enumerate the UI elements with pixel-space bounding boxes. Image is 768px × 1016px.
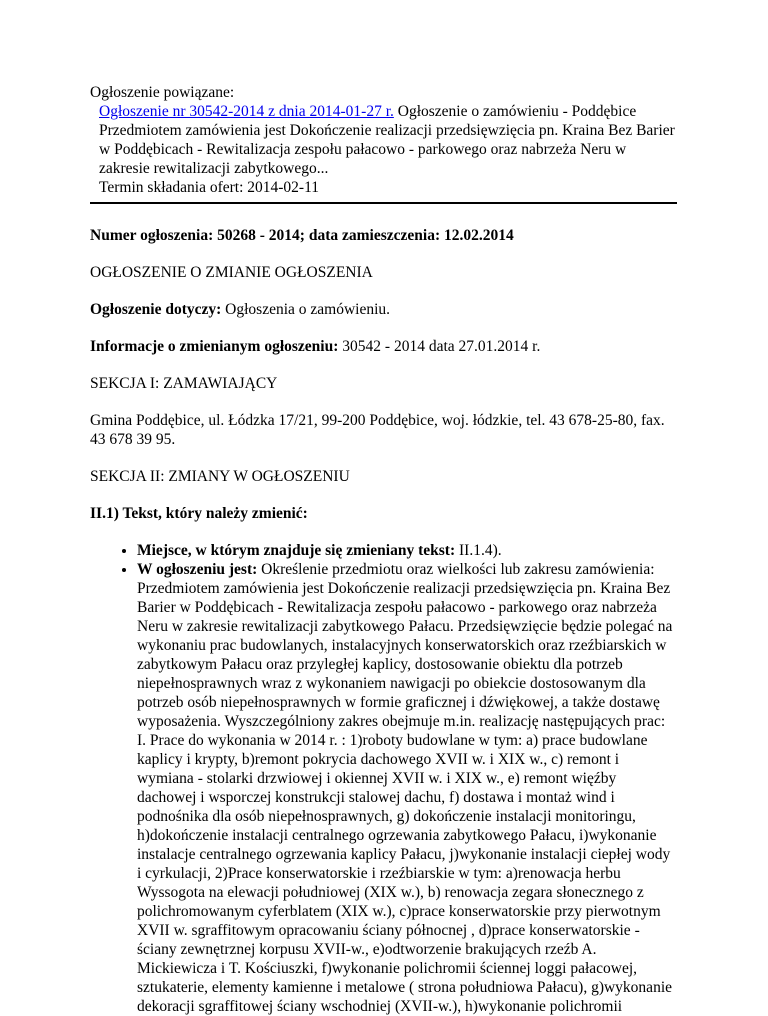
- notice-title: OGŁOSZENIE O ZMIANIE OGŁOSZENIA: [90, 264, 373, 281]
- list-item: [137, 560, 677, 1016]
- contracting-authority: Gmina Poddębice, ul. Łódzka 17/21, 99-200 Poddębice, woj. łódzkie, tel. 43 678-25-80, fax. 43 678 39 95.: [90, 412, 665, 448]
- related-notice-link[interactable]: Ogłoszenie nr 30542-2014 z dnia 2014-01-27 r.: [99, 103, 394, 120]
- notice-concerns: [90, 300, 677, 319]
- related-notice-block: [90, 83, 677, 197]
- section-2-title: SEKCJA II: ZMIANY W OGŁOSZENIU: [90, 468, 350, 485]
- subsection-title: II.1) Tekst, który należy zmienić:: [90, 505, 308, 522]
- location-label: Miejsce, w którym znajduje się zmieniany tekst:: [137, 542, 456, 559]
- current-text-value: Określenie przedmiotu oraz wielkości lub zakresu zamówienia: Przedmiotem zamówienia jest Dokończenie realizacji przedsięwzięcia pn. Kraina Bez Barier w Poddębicach - Rewitalizacja zespołu pałacowo - parkowego oraz nabrzeża Neru w zakresie rewitalizacji zabytkowego Pałacu. Przedsięwzięcie będzie polegać na wykonaniu prac budowlanych, instalacyjnych konserwatorskich oraz rzeźbiarskich w zabytkowym Pałacu oraz przyległej kaplicy, dostosowanie obiektu dla potrzeb niepełnosprawnych wraz z wykonaniem nawigacji po obiekcie dostosowanym dla potrzeb osób niepełnosprawnych w formie graficznej i dźwiękowej, a także dostawę wyposażenia. Wyszczególniony zakres obejmuje m.in. realizację następujących prac: I. Prace do wykonania w 2014 r. : 1)roboty budowlane w tym: a) prace budowlane kaplicy i krypty, b)remont pokrycia dachowego XVII w. i XIX w., c) remont i wymiana - stolarki drzwiowej i okiennej XVII w. i XIX w., e) remont więźby dachowej i wsporczej konstrukcji stalowej dachu, f) dostawa i montaż wind i podnośnika dla osób niepełnosprawnych, g) dokończenie instalacji monitoringu, h)dokończenie instalacji centralnego ogrzewania zabytkowego Pałacu, i)wykonanie instalacje centralnego ogrzewania kaplicy Pałacu, j)wykonanie instalacji ciepłej wody i cyrkulacji, 2)Prace konserwatorskie i rzeźbiarskie w tym: a)renowacja herbu Wyssogota na elewacji południowej (XIX w.), b) renowacja zegara słonecznego z polichromowanym cyferblatem (XIX w.), c)prace konserwatorskie przy pierwotnym XVII w. sgraffitowym opracowaniu ściany północnej , d)prace konserwatorskie - ściany zewnętrznej korpusu XVII-w., e)odtworzenie brakujących rzeźb A. Mickiewicza i T. Kościuszki, f)wykonanie polichromii ściennej loggi pałacowej, sztukaterie, elementy kamienne i metalowe ( strona południowa Pałacu), g)wykonanie dekoracji sgraffitowej ściany wschodniej (XVII-w.), h)wykonanie polichromii: [137, 561, 673, 1015]
- section-1-title: SEKCJA I: ZAMAWIAJĄCY: [90, 375, 278, 392]
- related-description: Przedmiotem zamówienia jest Dokończenie realizacji przedsięwzięcia pn. Kraina Bez Barier w Poddębicach - Rewitalizacja zespołu pałacowo - parkowego oraz nabrzeża Neru w zakresie rewitalizacji zabytkowego...: [99, 122, 675, 177]
- notice-concerns-label: Ogłoszenie dotyczy:: [90, 301, 222, 318]
- changed-notice-info: [90, 337, 677, 356]
- notice-number: Numer ogłoszenia: 50268 - 2014; data zamieszczenia: 12.02.2014: [90, 227, 514, 244]
- changed-notice-info-value: 30542 - 2014 data 27.01.2014 r.: [338, 338, 541, 355]
- related-link-suffix: Ogłoszenie o zamówieniu - Poddębice: [393, 103, 637, 120]
- changes-list: [90, 541, 677, 1016]
- changed-notice-info-label: Informacje o zmienianym ogłoszeniu:: [90, 338, 339, 355]
- current-text-label: W ogłoszeniu jest:: [137, 561, 258, 578]
- list-item: [137, 541, 677, 560]
- related-deadline: Termin składania ofert: 2014-02-11: [99, 179, 320, 196]
- notice-concerns-value: Ogłoszenia o zamówieniu.: [221, 301, 391, 318]
- related-heading: Ogłoszenie powiązane:: [90, 84, 235, 101]
- related-body: [90, 102, 677, 197]
- location-value: II.1.4).: [455, 542, 502, 559]
